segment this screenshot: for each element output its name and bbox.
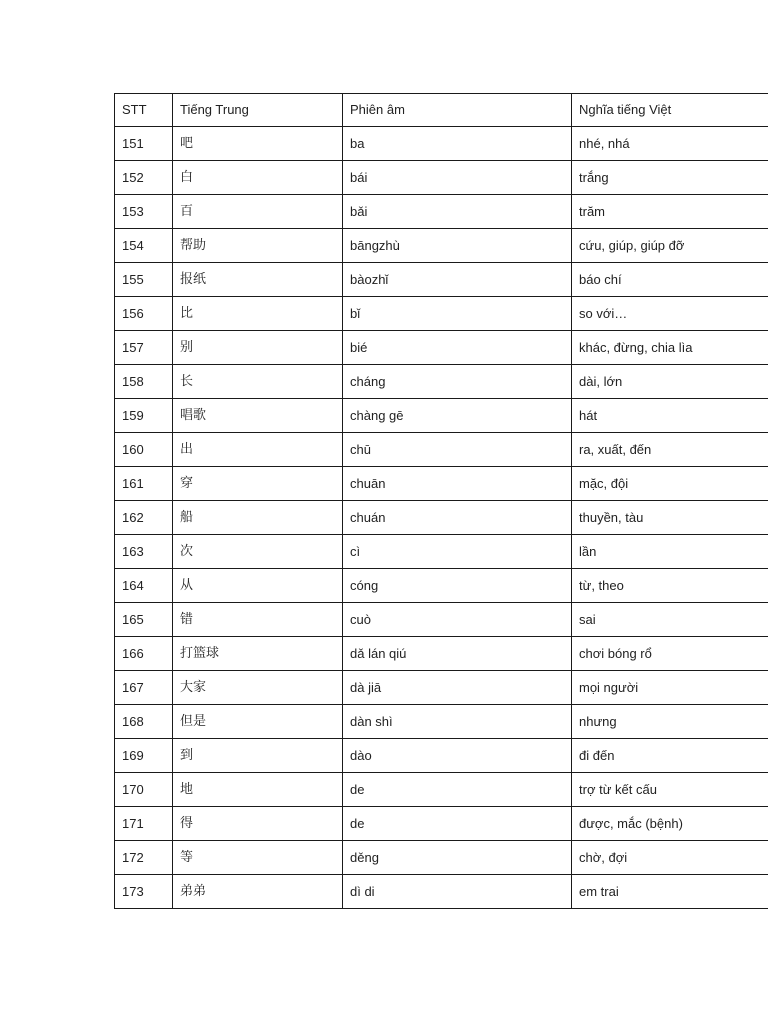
cell-chinese: 得 [173, 807, 343, 841]
table-row [115, 875, 768, 909]
cell-chinese: 穿 [173, 467, 343, 501]
cell-chinese: 出 [173, 433, 343, 467]
cell-pinyin: cóng [343, 569, 572, 603]
cell-stt: 170 [115, 773, 173, 807]
table-row [115, 671, 768, 705]
table-row [115, 569, 768, 603]
cell-meaning: nhưng [572, 705, 768, 739]
cell-meaning: cứu, giúp, giúp đỡ [572, 229, 768, 263]
cell-meaning: đi đến [572, 739, 768, 773]
cell-meaning: chơi bóng rổ [572, 637, 768, 671]
cell-stt: 165 [115, 603, 173, 637]
table-row [115, 331, 768, 365]
table-row [115, 365, 768, 399]
cell-stt: 169 [115, 739, 173, 773]
cell-meaning: chờ, đợi [572, 841, 768, 875]
table-row [115, 297, 768, 331]
header-meaning: Nghĩa tiếng Việt [572, 94, 768, 127]
table-header-row [115, 94, 768, 127]
cell-pinyin: de [343, 807, 572, 841]
cell-pinyin: dǎ lán qiú [343, 637, 572, 671]
cell-pinyin: de [343, 773, 572, 807]
table-row [115, 229, 768, 263]
cell-meaning: trợ từ kết cấu [572, 773, 768, 807]
cell-meaning: mặc, đội [572, 467, 768, 501]
cell-stt: 155 [115, 263, 173, 297]
cell-meaning: thuyền, tàu [572, 501, 768, 535]
cell-pinyin: chū [343, 433, 572, 467]
cell-meaning: trăm [572, 195, 768, 229]
cell-pinyin: bái [343, 161, 572, 195]
cell-meaning: mọi người [572, 671, 768, 705]
cell-meaning: khác, đừng, chia lìa [572, 331, 768, 365]
cell-meaning: sai [572, 603, 768, 637]
header-stt: STT [115, 94, 173, 127]
table-row [115, 705, 768, 739]
table-row [115, 773, 768, 807]
cell-pinyin: dì di [343, 875, 572, 909]
cell-chinese: 长 [173, 365, 343, 399]
table-row [115, 399, 768, 433]
cell-stt: 154 [115, 229, 173, 263]
cell-chinese: 白 [173, 161, 343, 195]
vocabulary-table [114, 93, 768, 909]
cell-stt: 172 [115, 841, 173, 875]
cell-meaning: so với… [572, 297, 768, 331]
table-row [115, 603, 768, 637]
cell-meaning: trắng [572, 161, 768, 195]
table-row [115, 127, 768, 161]
cell-pinyin: cì [343, 535, 572, 569]
cell-meaning: em trai [572, 875, 768, 909]
cell-pinyin: cháng [343, 365, 572, 399]
cell-pinyin: bǎi [343, 195, 572, 229]
header-chinese: Tiếng Trung [173, 94, 343, 127]
cell-chinese: 唱歌 [173, 399, 343, 433]
cell-meaning: báo chí [572, 263, 768, 297]
cell-chinese: 等 [173, 841, 343, 875]
cell-stt: 168 [115, 705, 173, 739]
cell-meaning: hát [572, 399, 768, 433]
cell-meaning: dài, lớn [572, 365, 768, 399]
table-row [115, 739, 768, 773]
cell-chinese: 打篮球 [173, 637, 343, 671]
table-row [115, 161, 768, 195]
cell-stt: 162 [115, 501, 173, 535]
cell-pinyin: chàng gē [343, 399, 572, 433]
table-row [115, 195, 768, 229]
cell-stt: 160 [115, 433, 173, 467]
cell-meaning: nhé, nhá [572, 127, 768, 161]
cell-stt: 167 [115, 671, 173, 705]
cell-chinese: 次 [173, 535, 343, 569]
cell-pinyin: ba [343, 127, 572, 161]
cell-meaning: từ, theo [572, 569, 768, 603]
cell-stt: 153 [115, 195, 173, 229]
cell-chinese: 从 [173, 569, 343, 603]
cell-pinyin: bāngzhù [343, 229, 572, 263]
cell-stt: 156 [115, 297, 173, 331]
table-row [115, 467, 768, 501]
cell-chinese: 错 [173, 603, 343, 637]
cell-stt: 157 [115, 331, 173, 365]
cell-pinyin: dào [343, 739, 572, 773]
cell-stt: 171 [115, 807, 173, 841]
table-row [115, 637, 768, 671]
header-pinyin: Phiên âm [343, 94, 572, 127]
table-row [115, 841, 768, 875]
cell-chinese: 百 [173, 195, 343, 229]
cell-chinese: 帮助 [173, 229, 343, 263]
cell-chinese: 地 [173, 773, 343, 807]
cell-chinese: 弟弟 [173, 875, 343, 909]
cell-pinyin: chuán [343, 501, 572, 535]
cell-stt: 164 [115, 569, 173, 603]
cell-chinese: 吧 [173, 127, 343, 161]
cell-stt: 152 [115, 161, 173, 195]
cell-chinese: 别 [173, 331, 343, 365]
table-row [115, 807, 768, 841]
cell-stt: 163 [115, 535, 173, 569]
cell-stt: 158 [115, 365, 173, 399]
cell-chinese: 但是 [173, 705, 343, 739]
cell-chinese: 报纸 [173, 263, 343, 297]
cell-stt: 159 [115, 399, 173, 433]
cell-pinyin: bǐ [343, 297, 572, 331]
cell-chinese: 到 [173, 739, 343, 773]
cell-stt: 166 [115, 637, 173, 671]
cell-chinese: 大家 [173, 671, 343, 705]
cell-meaning: được, mắc (bệnh) [572, 807, 768, 841]
cell-chinese: 船 [173, 501, 343, 535]
cell-pinyin: bàozhǐ [343, 263, 572, 297]
cell-pinyin: děng [343, 841, 572, 875]
cell-pinyin: cuò [343, 603, 572, 637]
cell-stt: 173 [115, 875, 173, 909]
cell-pinyin: dàn shì [343, 705, 572, 739]
cell-pinyin: bié [343, 331, 572, 365]
cell-meaning: lần [572, 535, 768, 569]
table-row [115, 433, 768, 467]
cell-meaning: ra, xuất, đến [572, 433, 768, 467]
table-row [115, 535, 768, 569]
cell-pinyin: chuān [343, 467, 572, 501]
table-row [115, 263, 768, 297]
table-row [115, 501, 768, 535]
cell-pinyin: dà jiā [343, 671, 572, 705]
cell-chinese: 比 [173, 297, 343, 331]
cell-stt: 161 [115, 467, 173, 501]
cell-stt: 151 [115, 127, 173, 161]
